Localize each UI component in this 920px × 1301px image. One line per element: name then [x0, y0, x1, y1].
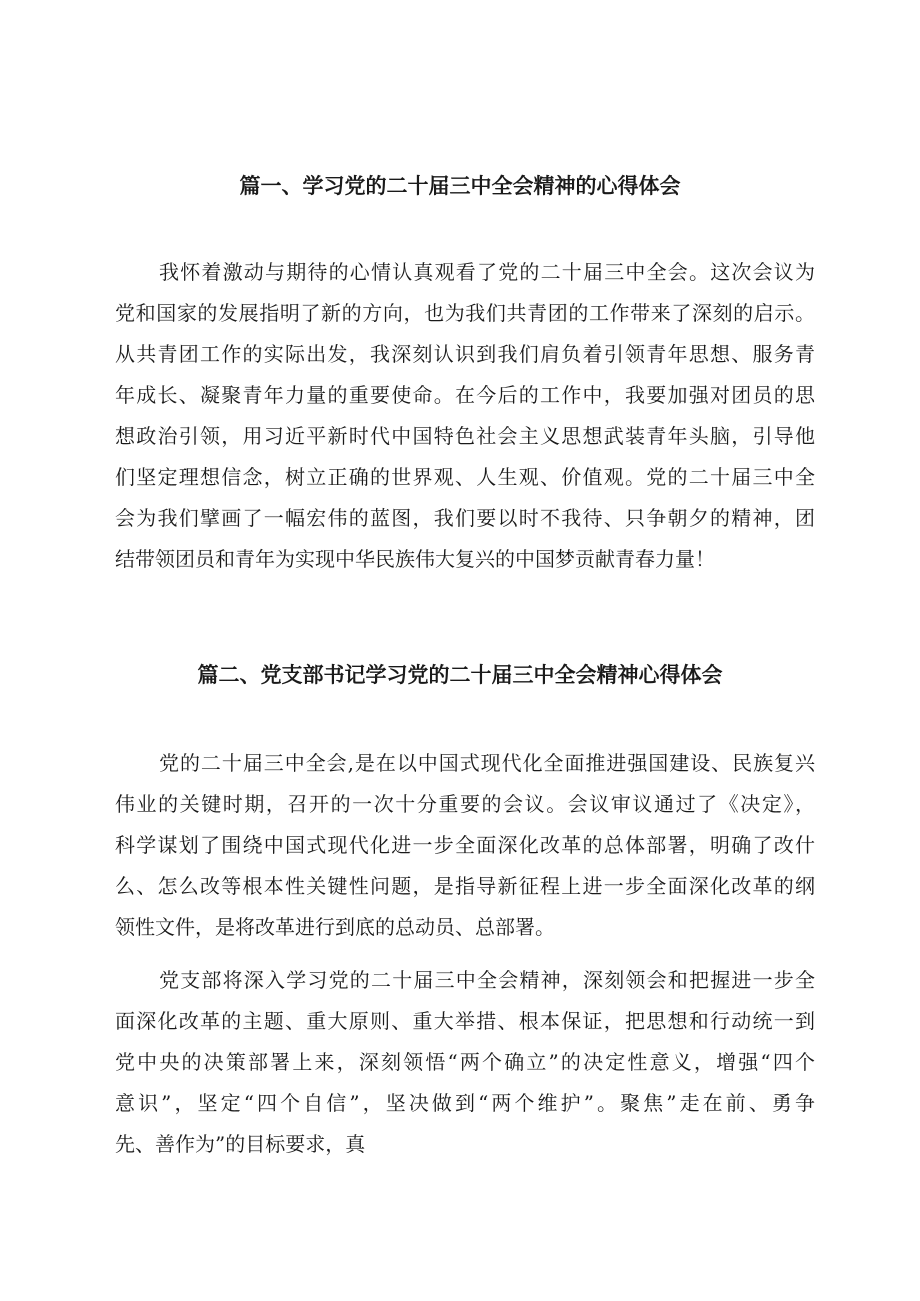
- paragraph-line: 领性文件，是将改革进行到底的总动员、总部署。: [115, 915, 555, 939]
- section-2-paragraph-1: [115, 743, 815, 948]
- paragraph-line: 党支部将深入学习党的二十届三中全会精神，深刻领会和把握进一步全: [159, 968, 815, 992]
- paragraph-line: 从共青团工作的实际出发，我深刻认识到我们肩负着引领青年思想、服务青: [115, 342, 815, 366]
- paragraph-line: 党的二十届三中全会,是在以中国式现代化全面推进强国建设、民族复兴: [159, 751, 815, 775]
- section-1-paragraph-1: [115, 252, 815, 580]
- paragraph-line: 么、怎么改等根本性关键性问题，是指导新征程上进一步全面深化改革的纲: [115, 874, 815, 898]
- paragraph-line: 我怀着激动与期待的心情认真观看了党的二十届三中全会。这次会议为: [159, 260, 815, 284]
- paragraph-line: 想政治引领，用习近平新时代中国特色社会主义思想武装青年头脑，引导他: [115, 424, 815, 448]
- paragraph-line: 党和国家的发展指明了新的方向，也为我们共青团的工作带来了深刻的启示。: [115, 301, 815, 325]
- section-2-paragraph-2: [115, 960, 815, 1165]
- paragraph-line: 面深化改革的主题、重大原则、重大举措、根本保证，把思想和行动统一到: [115, 1009, 815, 1033]
- paragraph-line: 会为我们擘画了一幅宏伟的蓝图，我们要以时不我待、只争朝夕的精神，团: [115, 506, 815, 530]
- paragraph-line: 伟业的关键时期，召开的一次十分重要的会议。会议审议通过了《决定》，: [115, 792, 815, 816]
- paragraph-line: 结带领团员和青年为实现中华民族伟大复兴的中国梦贡献青春力量！: [115, 547, 715, 571]
- paragraph-line: 先、善作为”的目标要求，真: [115, 1132, 366, 1156]
- paragraph-line: 科学谋划了围绕中国式现代化进一步全面深化改革的总体部署，明确了改什: [115, 833, 815, 857]
- section-2-title: 篇二、党支部书记学习党的二十届三中全会精神心得体会: [197, 663, 723, 687]
- paragraph-line: 们坚定理想信念，树立正确的世界观、人生观、价值观。党的二十届三中全: [115, 465, 815, 489]
- paragraph-line: 意识”，坚定“四个自信”，坚决做到“两个维护”。聚焦”走在前、勇争: [115, 1091, 815, 1115]
- paragraph-line: 党中央的决策部署上来，深刻领悟“两个确立”的决定性意义，增强“四个: [115, 1050, 815, 1074]
- section-1-title: 篇一、学习党的二十届三中全会精神的心得体会: [239, 174, 681, 198]
- paragraph-line: 年成长、凝聚青年力量的重要使命。在今后的工作中，我要加强对团员的思: [115, 383, 815, 407]
